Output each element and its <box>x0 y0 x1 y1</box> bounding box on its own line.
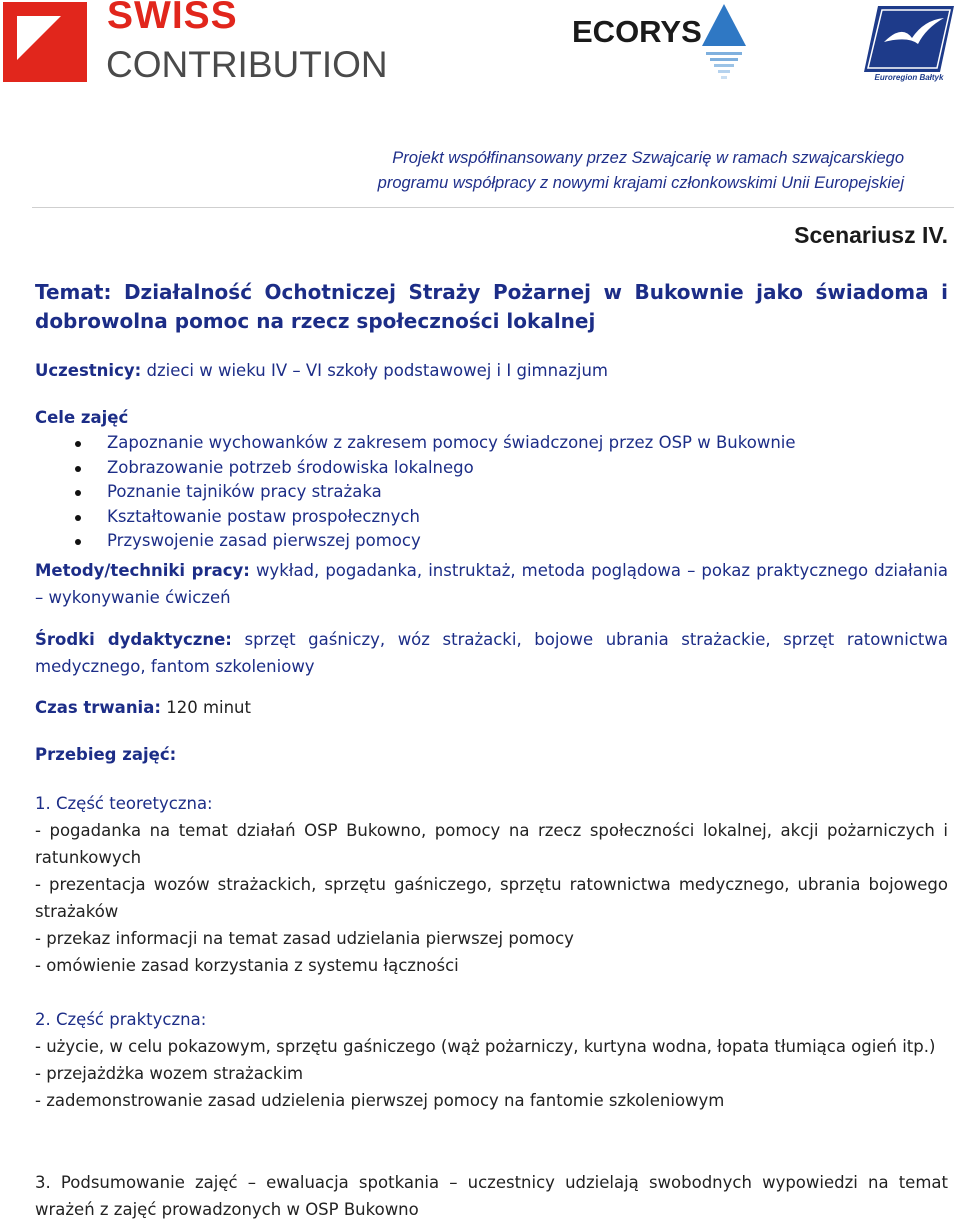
project-note <box>378 146 904 196</box>
goals-list <box>35 431 948 554</box>
goal-text: Zapoznanie wychowanków z zakresem pomocy świadczonej przez OSP w Bukownie <box>107 433 796 452</box>
list-item: - przejażdżka wozem strażackim <box>35 1064 304 1083</box>
duration-value: 120 minut <box>166 698 251 717</box>
list-item: - przekaz informacji na temat zasad udzielania pierwszej pomocy <box>35 929 574 948</box>
scenario-label: Scenariusz IV. <box>794 222 948 248</box>
ecorys-triangle-icon <box>700 2 748 84</box>
part-2-heading: 2. Część praktyczna: <box>35 1010 207 1029</box>
list-item <box>35 431 948 456</box>
swiss-logo-text-2: CONTRIBUTION <box>106 44 388 85</box>
means-value: sprzęt gaśniczy, wóz strażacki, bojowe ubrania strażackie, sprzęt ratownictwa medycznego, fantom szkoleniowy <box>35 630 948 676</box>
list-item <box>35 505 948 530</box>
project-note-line-1: Projekt współfinansowany przez Szwajcarię w ramach szwajcarskiego <box>392 149 904 167</box>
list-item <box>35 480 948 505</box>
methods-row <box>35 557 948 611</box>
list-item: - pogadanka na temat działań OSP Bukowno, pomocy na rzecz społeczności lokalnej, akcji pożarniczych i ratunkowych <box>35 821 948 867</box>
methods-value: wykład, pogadanka, instruktaż, metoda poglądowa – pokaz praktycznego działania – wykonywanie ćwiczeń <box>35 561 949 607</box>
header-divider <box>32 207 954 208</box>
document-title: Temat: Działalność Ochotniczej Straży Pożarnej w Bukownie jako świadoma i dobrowolna pomoc na rzecz społeczności lokalnej <box>35 280 948 333</box>
bullet-icon <box>75 515 81 521</box>
part-1-heading: 1. Część teoretyczna: <box>35 794 213 813</box>
course-part-1 <box>35 790 948 979</box>
goals-label: Cele zajęć <box>35 408 129 427</box>
seagull-icon <box>862 2 956 74</box>
list-item <box>35 456 948 481</box>
means-row <box>35 626 948 680</box>
duration-row <box>35 694 948 721</box>
participants-row <box>35 357 948 384</box>
ecorys-logo-text: ECORYS <box>572 14 702 49</box>
euroregion-baltyk-logo <box>862 2 956 86</box>
list-item: - prezentacja wozów strażackich, sprzętu gaśniczego, sprzętu ratownictwa medycznego, ubrania bojowego strażaków <box>35 875 948 921</box>
duration-label: Czas trwania: <box>35 698 161 717</box>
course-summary: 3. Podsumowanie zajęć – ewaluacja spotkania – uczestnicy udzielają swobodnych wypowiedzi na temat wrażeń z zajęć prowadzonych w OSP Bukowno <box>35 1173 948 1219</box>
ecorys-logo <box>572 2 752 86</box>
list-item <box>35 529 948 554</box>
course-part-2 <box>35 1006 948 1114</box>
bullet-icon <box>75 539 81 545</box>
list-item: - zademonstrowanie zasad udzielenia pierwszej pomocy na fantomie szkoleniowym <box>35 1091 725 1110</box>
list-item: - użycie, w celu pokazowym, sprzętu gaśniczego (wąż pożarniczy, kurtyna wodna, łopata tłumiąca ogień itp.) <box>35 1037 936 1056</box>
euroregion-logo-text: Euroregion Bałtyk <box>874 73 944 82</box>
project-note-line-2: programu współpracy z nowymi krajami członkowskimi Unii Europejskiej <box>377 174 904 192</box>
list-item: - omówienie zasad korzystania z systemu łączności <box>35 956 459 975</box>
goal-text: Kształtowanie postaw prospołecznych <box>107 506 420 526</box>
course-label: Przebieg zajęć: <box>35 745 177 764</box>
bullet-icon <box>75 490 81 496</box>
means-label: Środki dydaktyczne: <box>35 630 232 649</box>
goal-text: Poznanie tajników pracy strażaka <box>107 482 382 501</box>
participants-label: Uczestnicy: <box>35 361 142 380</box>
participants-value: dzieci w wieku IV – VI szkoły podstawowej i I gimnazjum <box>146 361 608 380</box>
logo-bar <box>0 0 960 90</box>
goals-section <box>35 404 948 554</box>
swiss-logo-text-1: SWISS <box>107 0 238 37</box>
methods-label: Metody/techniki pracy: <box>35 561 250 580</box>
goal-text: Przyswojenie zasad pierwszej pomocy <box>107 531 421 550</box>
swiss-flag-icon <box>3 2 87 82</box>
bullet-icon <box>75 441 81 447</box>
bullet-icon <box>75 466 81 472</box>
goal-text: Zobrazowanie potrzeb środowiska lokalnego <box>107 457 474 477</box>
swiss-contribution-logo <box>0 0 430 90</box>
